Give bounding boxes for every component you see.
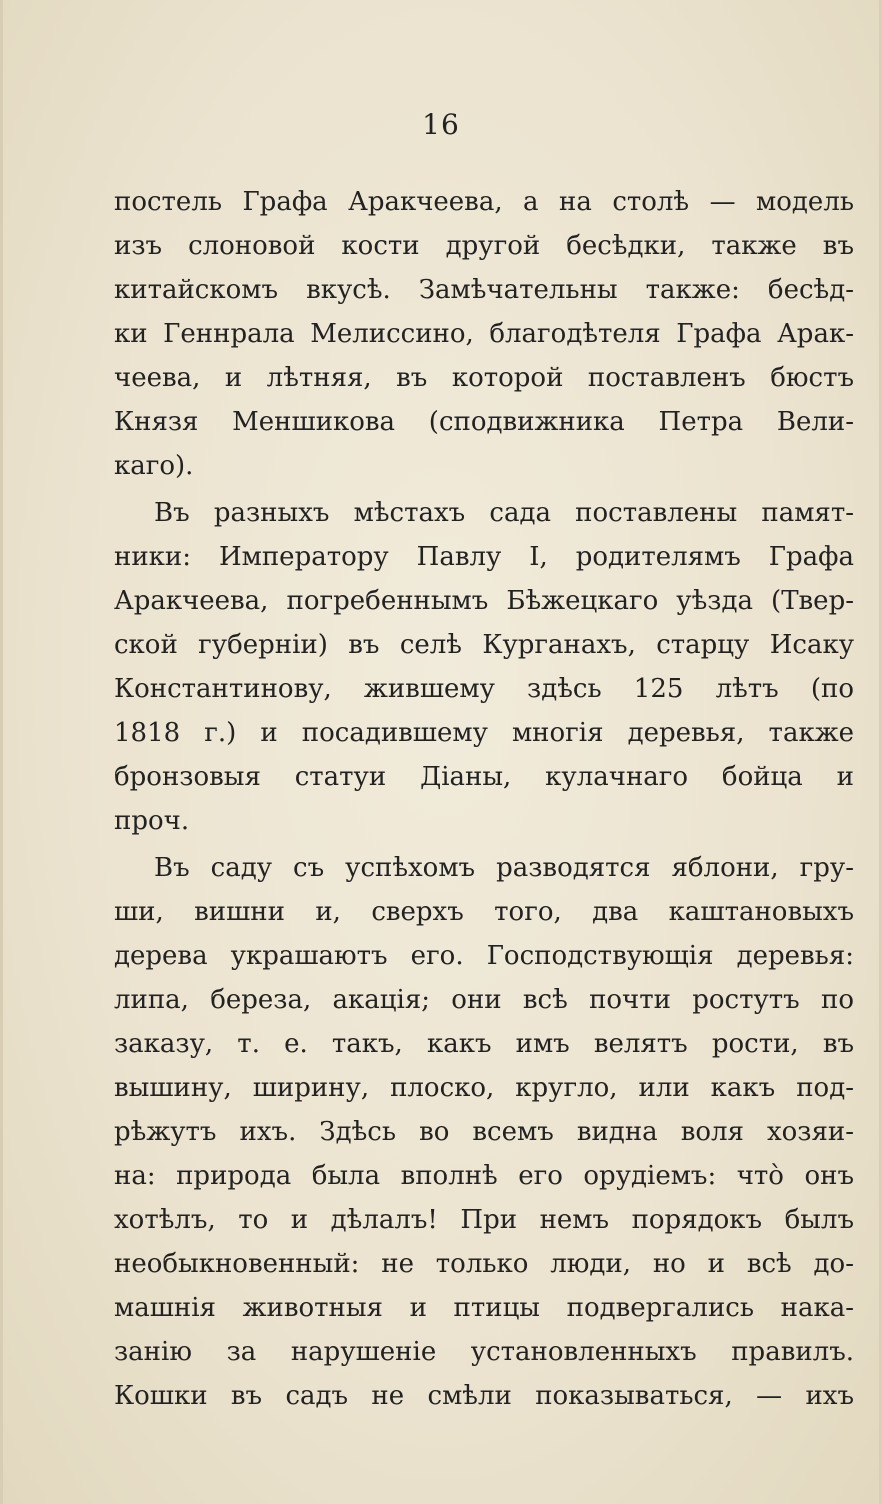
page-number: 16 (422, 108, 460, 141)
text-line: каго). (114, 451, 194, 481)
text-line: Князя Меншикова (сподвижника Петра Вели- (114, 407, 854, 437)
text-line: ки Геннрала Мелиссино, благодѣтеля Графа Арак- (114, 319, 854, 349)
text-line: Кошки въ садъ не смѣли показываться, — ихъ (114, 1381, 854, 1411)
text-line: вышину, ширину, плоско, кругло, или какъ под- (114, 1073, 854, 1103)
text-line: китайскомъ вкусѣ. Замѣчательны также: бесѣд- (114, 275, 854, 305)
text-line: ши, вишни и, сверхъ того, два каштановыхъ (114, 897, 854, 927)
text-line: ники: Императору Павлу I, родителямъ Графа (114, 542, 854, 572)
text-line: занію за нарушеніе установленныхъ правилъ. (114, 1337, 854, 1367)
text-line: проч. (114, 806, 190, 836)
text-line: хотѣлъ, то и дѣлалъ! При немъ порядокъ былъ (114, 1205, 854, 1235)
text-line: на: природа была вполнѣ его орудіемъ: что̀ онъ (114, 1161, 854, 1191)
text-line: машнія животныя и птицы подвергались нака- (114, 1293, 854, 1323)
text-line: изъ слоновой кости другой бесѣдки, также въ (114, 231, 854, 261)
text-line: постель Графа Аракчеева, а на столѣ — модель (114, 187, 854, 217)
text-line: рѣжутъ ихъ. Здѣсь во всемъ видна воля хозяи- (114, 1117, 854, 1147)
text-line: 1818 г.) и посадившему многія деревья, также (114, 718, 854, 748)
text-line: заказу, т. е. такъ, какъ имъ велятъ рости, въ (114, 1029, 854, 1059)
text-line: необыкновенный: не только люди, но и всѣ до- (114, 1249, 854, 1279)
body-text (114, 180, 854, 1418)
text-line: бронзовыя статуи Діаны, кулачнаго бойца и (114, 762, 854, 792)
text-line: чеева, и лѣтняя, въ которой поставленъ бюстъ (114, 363, 854, 393)
paragraph-start-line: Въ саду съ успѣхомъ разводятся яблони, гру- (154, 853, 854, 883)
paragraph-start-line: Въ разныхъ мѣстахъ сада поставлены памят- (154, 498, 854, 528)
text-line: липа, береза, акація; они всѣ почти ростутъ по (114, 985, 854, 1015)
text-line: дерева украшаютъ его. Господствующія деревья: (114, 941, 854, 971)
text-line: Аракчеева, погребеннымъ Бѣжецкаго уѣзда (Твер- (114, 586, 854, 616)
text-line: Константинову, жившему здѣсь 125 лѣтъ (по (114, 674, 854, 704)
text-line: ской губерніи) въ селѣ Курганахъ, старцу Исаку (114, 630, 854, 660)
